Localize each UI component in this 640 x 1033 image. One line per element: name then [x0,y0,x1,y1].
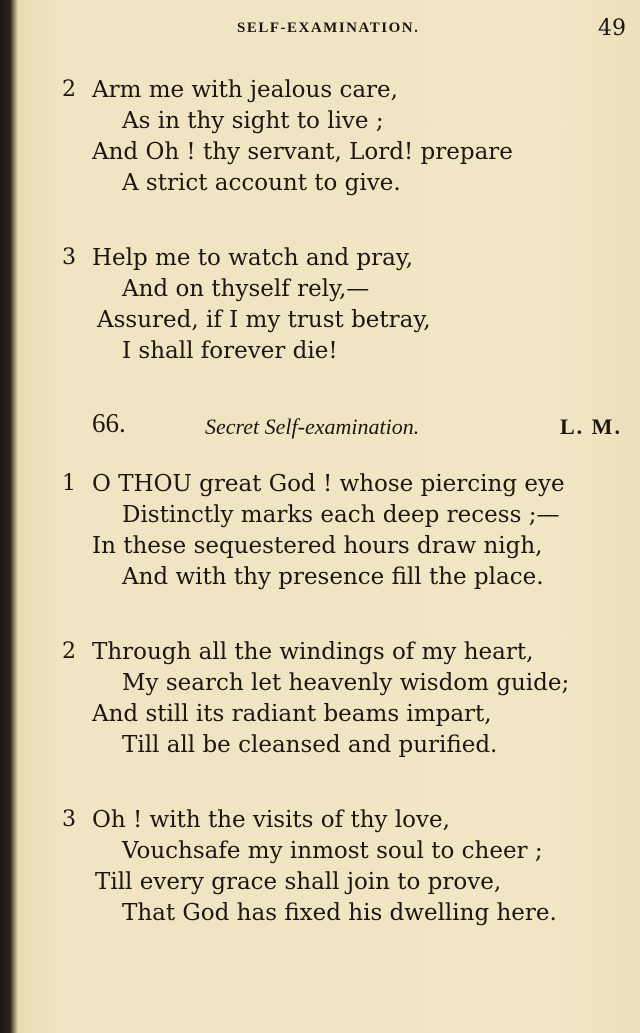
verse-line: I shall forever die! [122,338,338,364]
hymn-number: 66. [92,408,126,438]
verse-line: And on thyself rely,— [122,276,370,302]
verse-line: A strict account to give. [122,170,401,196]
page-number: 49 [598,16,626,41]
running-head: SELF-EXAMINATION. [237,20,420,36]
verse-line: Arm me with jealous care, [92,77,398,103]
verse-line: Distinctly marks each deep recess ;— [122,502,560,528]
verse-line: Through all the windings of my heart, [92,639,534,665]
stanza-number: 2 [62,77,76,102]
verse-line: As in thy sight to live ; [122,108,384,134]
verse-line: And with thy presence fill the place. [122,564,544,590]
stanza-number: 2 [62,639,76,664]
verse-line: Oh ! with the visits of thy love, [92,807,450,833]
hymn-meter: L. M. [560,414,622,439]
verse-line: Assured, if I my trust betray, [97,307,431,333]
verse-line: And still its radiant beams impart, [92,701,492,727]
stanza-number: 1 [62,471,76,496]
hymn-heading [0,408,640,444]
verse-line: That God has fixed his dwelling here. [122,900,557,926]
verse-line: My search let heavenly wisdom guide; [122,670,570,696]
page-header [0,14,640,44]
verse-line: Till all be cleansed and purified. [122,732,498,758]
verse-line: In these sequestered hours draw nigh, [92,533,543,559]
verse-line: O THOU great God ! whose piercing eye [92,471,565,497]
stanza-number: 3 [62,807,76,832]
verse-line: Vouchsafe my inmost soul to cheer ; [122,838,543,864]
verse-line: And Oh ! thy servant, Lord! prepare [92,139,513,165]
verse-line: Till every grace shall join to prove, [95,869,502,895]
hymn-title: Secret Self-examination. [205,414,420,439]
stanza-number: 3 [62,245,76,270]
verse-line: Help me to watch and pray, [92,245,414,271]
